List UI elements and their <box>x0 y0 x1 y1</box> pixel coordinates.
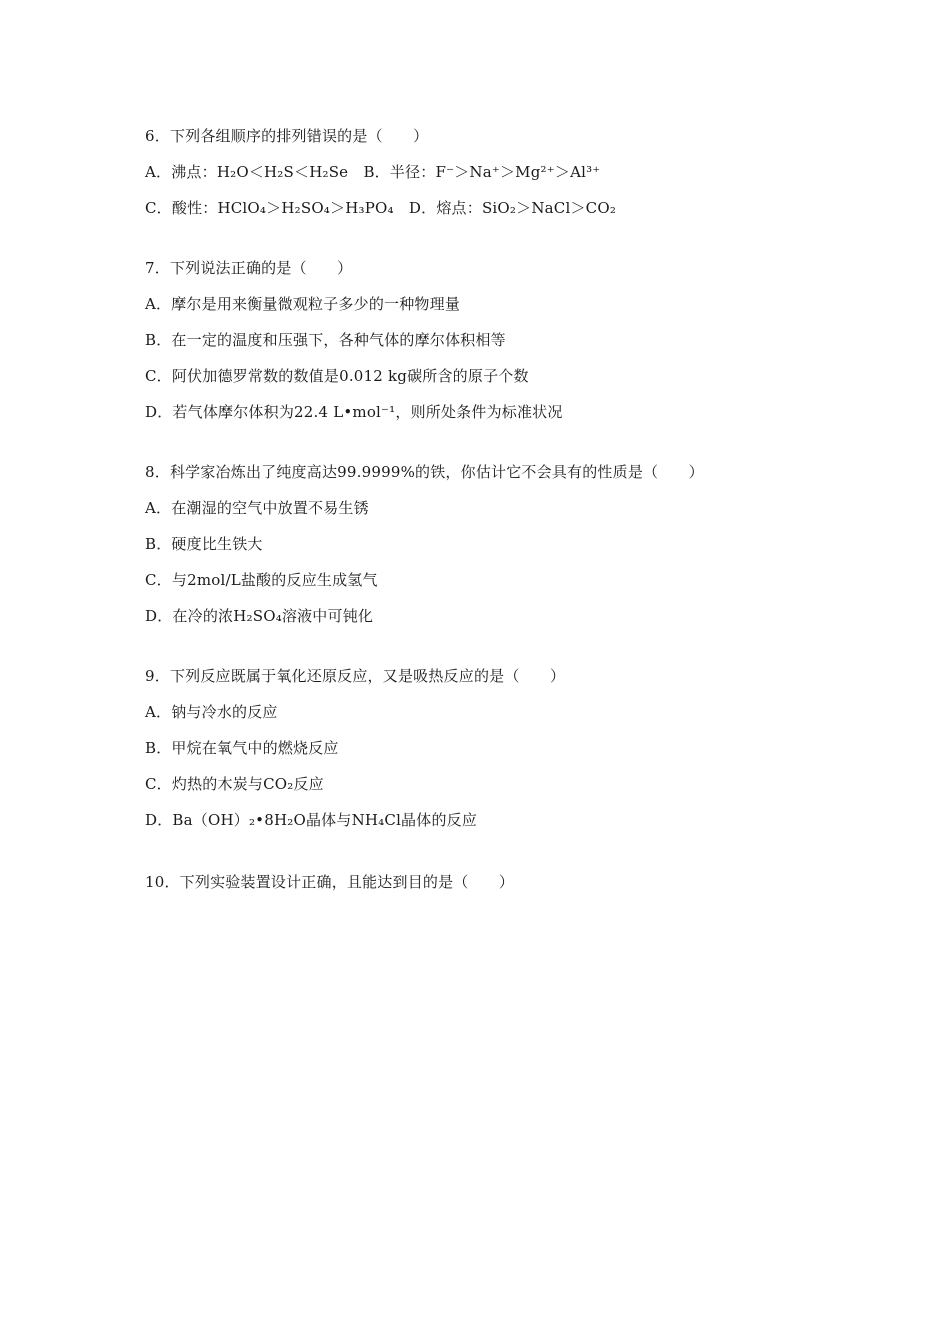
question-8-option-d: D．在冷的浓H₂SO₄溶液中可钝化 <box>145 607 374 625</box>
question-10-stem: 10．下列实验装置设计正确，且能达到目的是（ ） <box>145 873 515 891</box>
question-9-option-d: D．Ba（OH）₂•8H₂O晶体与NH₄Cl晶体的反应 <box>145 811 478 829</box>
question-8-option-a: A．在潮湿的空气中放置不易生锈 <box>145 499 369 517</box>
question-6-option-ab: A．沸点：H₂O＜H₂S＜H₂Se B．半径：F⁻＞Na⁺＞Mg²⁺＞Al³⁺ <box>145 163 601 181</box>
question-9-option-c: C．灼热的木炭与CO₂反应 <box>145 775 324 793</box>
question-8-option-c: C．与2mol/L盐酸的反应生成氢气 <box>145 571 378 589</box>
question-6-option-cd: C．酸性：HClO₄＞H₂SO₄＞H₃PO₄ D．熔点：SiO₂＞NaCl＞CO₂ <box>145 199 617 217</box>
question-7-option-b: B．在一定的温度和压强下，各种气体的摩尔体积相等 <box>145 331 506 349</box>
question-7-stem: 7．下列说法正确的是（ ） <box>145 259 353 277</box>
question-8-option-b: B．硬度比生铁大 <box>145 535 263 553</box>
question-7-option-d: D．若气体摩尔体积为22.4 L•mol⁻¹，则所处条件为标准状况 <box>145 403 563 421</box>
question-7-option-c: C．阿伏加德罗常数的数值是0.012 kg碳所含的原子个数 <box>145 367 529 385</box>
question-9-option-b: B．甲烷在氧气中的燃烧反应 <box>145 739 339 757</box>
question-8-stem: 8．科学家冶炼出了纯度高达99.9999%的铁，你估计它不会具有的性质是（ ） <box>145 463 704 481</box>
question-9-stem: 9．下列反应既属于氧化还原反应，又是吸热反应的是（ ） <box>145 667 566 685</box>
question-9-option-a: A．钠与冷水的反应 <box>145 703 278 721</box>
question-6-stem: 6．下列各组顺序的排列错误的是（ ） <box>145 127 429 145</box>
question-7-option-a: A．摩尔是用来衡量微观粒子多少的一种物理量 <box>145 295 461 313</box>
